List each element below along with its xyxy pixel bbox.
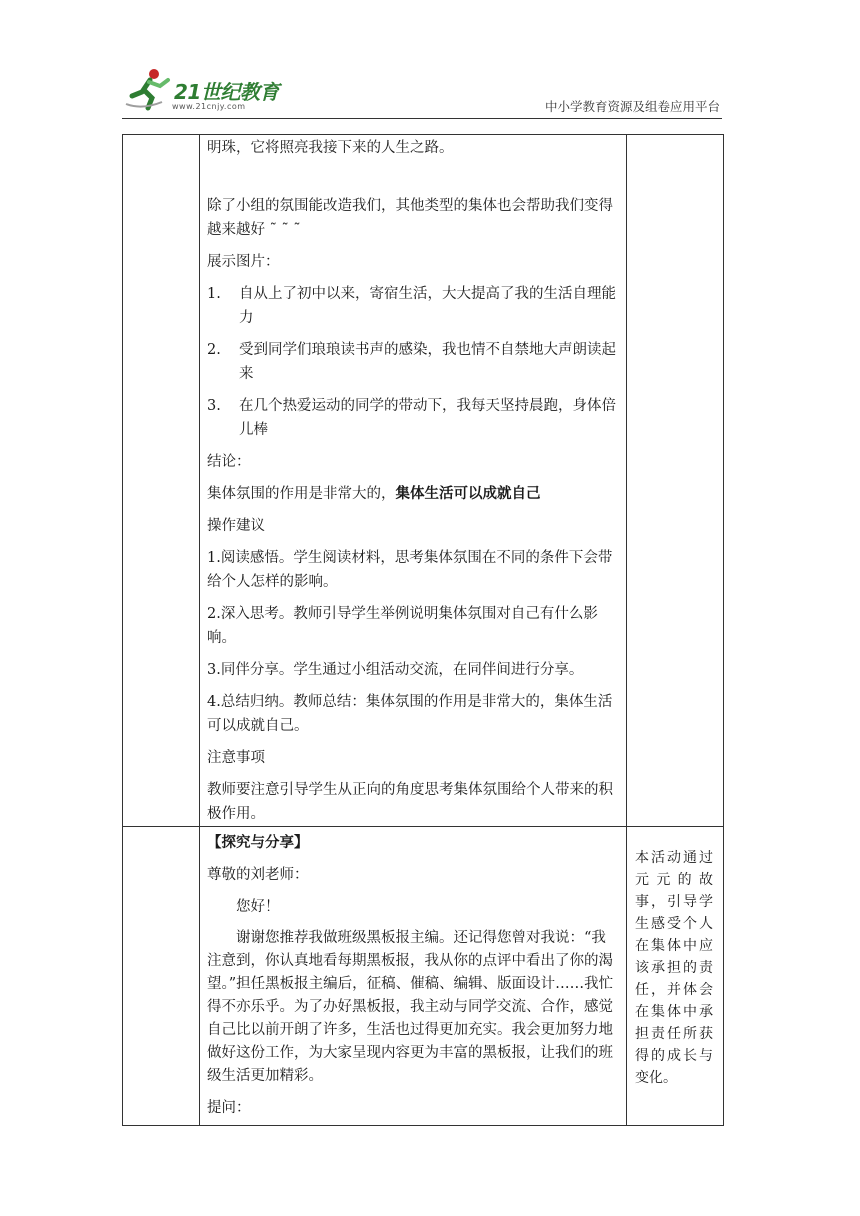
conclusion-text xyxy=(200,482,626,506)
table-cell-empty xyxy=(123,135,200,827)
logo xyxy=(122,66,292,116)
conclusion-bold: 集体生活可以成就自己 xyxy=(395,485,541,502)
op-item: 2.深入思考。教师引导学生举例说明集体氛围对自己有什么影响。 xyxy=(207,606,598,646)
paragraph-other: 除了小组的氛围能改造我们，其他类型的集体也会帮助我们变得越来越好 ˜ ˜ ˜ xyxy=(207,198,613,238)
letter-salutation: 尊敬的刘老师： xyxy=(207,867,309,883)
show-images-label: 展示图片： xyxy=(207,254,280,270)
op-item: 3.同伴分享。学生通过小组活动交流，在同伴间进行分享。 xyxy=(207,662,584,678)
table-row xyxy=(123,135,724,827)
list-item-text: 自从上了初中以来，寄宿生活，大大提高了我的生活自理能力 xyxy=(239,286,616,326)
page-header xyxy=(122,66,722,119)
question-label: 提问： xyxy=(207,1100,251,1116)
table-cell-note xyxy=(627,827,724,1126)
section-title: 【探究与分享】 xyxy=(207,834,309,851)
list-item-number: 1. xyxy=(207,286,221,302)
ops-label: 操作建议 xyxy=(207,518,265,534)
runner-logo-icon xyxy=(122,66,174,112)
table-cell-content xyxy=(200,827,627,1126)
platform-name: 中小学教育资源及组卷应用平台 xyxy=(544,99,720,114)
op-item: 1.阅读感悟。学生阅读材料，思考集体氛围在不同的条件下会带给个人怎样的影响。 xyxy=(207,550,613,590)
letter-greeting: 您好！ xyxy=(236,899,280,915)
side-note: 本活动通过元元的故事，引导学生感受个人在集体中应该承担的责任，并体会在集体中承担责任所获得的成长与变化。 xyxy=(635,850,713,1086)
table-cell-content xyxy=(200,135,627,827)
logo-text: 21世纪教育 xyxy=(174,80,279,104)
list-item-number: 2. xyxy=(207,342,221,358)
conclusion-plain: 集体氛围的作用是非常大的， xyxy=(207,486,396,502)
paragraph-intro: 明珠，它将照亮我接下来的人生之路。 xyxy=(207,140,454,156)
list-item xyxy=(200,338,626,386)
list-item xyxy=(200,282,626,330)
list-item-text: 在几个热爱运动的同学的带动下，我每天坚持晨跑，身体倍儿棒 xyxy=(239,398,616,438)
table-cell-empty xyxy=(627,135,724,827)
lesson-table xyxy=(122,134,724,1126)
list-item xyxy=(200,394,626,442)
notes-text: 教师要注意引导学生从正向的角度思考集体氛围给个人带来的积极作用。 xyxy=(207,782,613,822)
table-row xyxy=(123,827,724,1126)
conclusion-label: 结论： xyxy=(207,454,251,470)
list-item-number: 3. xyxy=(207,398,221,414)
table-cell-empty xyxy=(123,827,200,1126)
letter-body: 谢谢您推荐我做班级黑板报主编。还记得您曾对我说：“我注意到，你认真地看每期黑板报，我从你的点评中看出了你的渴望。”担任黑板报主编后，征稿、催稿、编辑、版面设计……我忙得不亦乐乎。为了办好黑板报，我主动与同学交流、合作，感觉自己比以前开朗了许多，生活也过得更加充实。我会更加努力地做好这份工作，为大家呈现内容更为丰富的黑板报，让我们的班级生活更加精彩。 xyxy=(207,930,614,1084)
logo-url: www.21cnjy.com xyxy=(172,102,246,111)
notes-label: 注意事项 xyxy=(207,750,265,766)
list-item-text: 受到同学们琅琅读书声的感染，我也情不自禁地大声朗读起来 xyxy=(239,342,616,382)
op-item: 4.总结归纳。教师总结：集体氛围的作用是非常大的，集体生活可以成就自己。 xyxy=(207,694,613,734)
